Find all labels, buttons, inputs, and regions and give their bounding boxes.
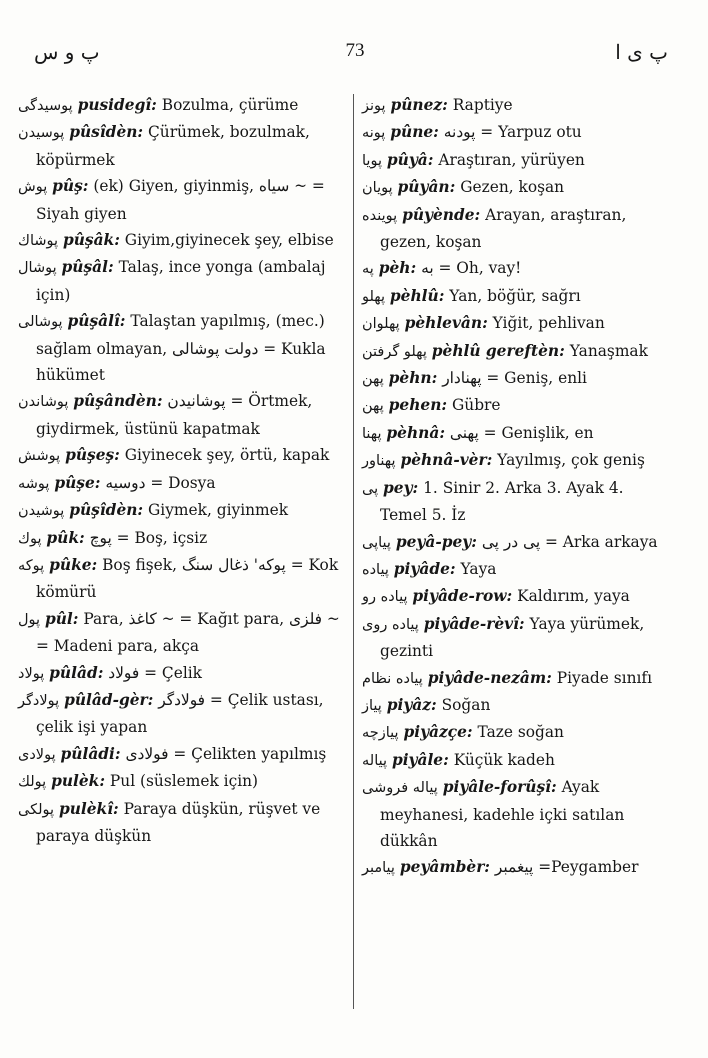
entry-headword: pûne: [390, 123, 439, 142]
entry-definition: پودنه = Yarpuz otu [443, 123, 582, 142]
entry-arabic: پیاده [362, 561, 389, 578]
entry-arabic: پوشش [18, 448, 61, 465]
dictionary-entry [362, 719, 674, 746]
entry-definition: Bozulma, çürüme [161, 96, 299, 114]
entry-definition: Araştıran, yürüyen [438, 150, 585, 169]
entry-headword: pèhlû: [389, 286, 445, 305]
entry-arabic: پوك [18, 530, 42, 547]
entry-arabic: پولادی [18, 746, 56, 763]
dictionary-entry [362, 92, 674, 119]
entry-arabic: پوشاك [18, 233, 59, 250]
entry-arabic: پویا [362, 152, 382, 169]
dictionary-entry [362, 147, 674, 174]
entry-definition: Yanaşmak [569, 341, 648, 360]
dictionary-entry [362, 310, 674, 337]
entry-definition: پوشانیدن = Örtmek, giydirmek, üstünü kapatmak [36, 392, 313, 438]
entry-arabic: پوسیدن [18, 125, 65, 142]
entry-arabic: پونز [362, 98, 386, 114]
entry-arabic: پیاز [362, 697, 382, 714]
dictionary-entry [18, 741, 344, 768]
entry-definition: Giymek, giyinmek [148, 501, 289, 520]
entry-definition: دوسیه = Dosya [105, 473, 216, 492]
entry-definition: Yaya [460, 559, 497, 578]
entry-headword: pèhnâ: [386, 423, 446, 442]
entry-arabic: پوشال [18, 260, 57, 277]
entry-headword: pèh: [378, 259, 417, 278]
running-header-left: پ و س [34, 40, 100, 64]
entry-definition: پیغمبر =Peygamber [494, 858, 639, 877]
entry-arabic: پونه [362, 125, 386, 142]
entry-definition: Paraya düşkün, rüşvet ve paraya düşkün [36, 799, 321, 845]
entry-definition: Piyade sınıfı [556, 668, 653, 687]
entry-headword: piyâde-rèvî: [423, 614, 525, 633]
dictionary-entry [362, 556, 674, 583]
entry-arabic: پیازچه [362, 725, 399, 742]
entry-headword: pey: [383, 478, 419, 497]
entry-arabic: پیاده نظام [362, 670, 423, 687]
entry-arabic: پیامبر [362, 860, 395, 877]
dictionary-entry [362, 202, 674, 256]
dictionary-entry [362, 665, 674, 692]
entry-arabic: پهلو گرفتن [362, 343, 427, 360]
dictionary-entry [18, 470, 344, 497]
entry-headword: piyâzçe: [403, 723, 473, 742]
entry-headword: peyâmbèr: [399, 858, 490, 877]
entry-headword: pûşâk: [62, 231, 120, 250]
entry-arabic: پیاله فروشی [362, 780, 438, 797]
dictionary-entry [18, 660, 344, 687]
entry-definition: Gezen, koşan [460, 178, 565, 197]
entry-headword: pèhlevân: [404, 314, 488, 333]
entry-arabic: پهلو [362, 288, 386, 305]
entry-headword: pûşâlî: [67, 312, 126, 331]
entry-definition: Taze soğan [477, 723, 564, 742]
dictionary-entry [18, 308, 344, 388]
entry-headword: pèhn: [388, 369, 438, 388]
entry-arabic: پیاپی [362, 534, 391, 551]
entry-definition: Talaştan yapılmış, (mec.) sağlam olmayan, دولت پوشالی = Kukla hükümet [36, 312, 326, 385]
entry-headword: pûşîdèn: [69, 501, 144, 520]
entry-definition: فولاد = Çelik [108, 663, 202, 682]
dictionary-entry [362, 420, 674, 447]
entry-definition: Giyim,giyinecek şey, elbise [124, 231, 334, 250]
dictionary-entry [18, 227, 344, 254]
dictionary-entry [18, 388, 344, 442]
entry-arabic: پویان [362, 180, 393, 197]
dictionary-entry [362, 529, 674, 556]
dictionary-entry [18, 606, 344, 660]
entry-headword: pèhnâ-vèr: [400, 451, 493, 470]
entry-headword: pûlâd: [49, 663, 104, 682]
left-column [18, 92, 344, 849]
dictionary-entry [18, 768, 344, 795]
entry-headword: pûsîdèn: [69, 123, 144, 142]
entry-definition: 1. Sinir 2. Arka 3. Ayak 4. Temel 5. İz [380, 478, 624, 525]
dictionary-entry [362, 174, 674, 201]
entry-definition: Ayak meyhanesi, kadehle içki satılan dükkân [380, 778, 625, 850]
entry-definition: Giyinecek şey, örtü, kapak [124, 446, 330, 465]
entry-headword: pûlâdi: [60, 744, 121, 763]
entry-headword: piyâde-nezâm: [427, 668, 552, 687]
dictionary-entry [18, 442, 344, 469]
entry-headword: pûyâ: [386, 150, 434, 169]
entry-arabic: پوكه [18, 557, 45, 574]
dictionary-entry [362, 392, 674, 419]
dictionary-entry [18, 254, 344, 308]
entry-definition: فولادی = Çelikten yapılmış [125, 744, 327, 763]
entry-definition: به = Oh, vay! [421, 259, 522, 278]
entry-arabic: پوشالی [18, 314, 63, 331]
entry-arabic: پولادگر [18, 692, 60, 709]
entry-arabic: پیاده رو [362, 589, 408, 606]
entry-headword: pulèkî: [58, 799, 119, 818]
entry-headword: pûşândèn: [73, 392, 163, 411]
entry-headword: pusidegî: [77, 96, 157, 114]
entry-definition: Gübre [451, 396, 501, 415]
right-column [362, 92, 674, 882]
entry-headword: pûlâd-gèr: [64, 690, 154, 709]
entry-definition: Soğan [441, 695, 491, 714]
entry-arabic: پول [18, 611, 41, 628]
entry-definition: Kaldırım, yaya [517, 587, 630, 606]
dictionary-entry [362, 854, 674, 881]
entry-arabic: پوشه [18, 475, 50, 492]
entry-headword: piyâle-forûşî: [442, 778, 557, 797]
dictionary-entry [362, 283, 674, 310]
dictionary-entry [18, 173, 344, 227]
entry-arabic: پوینده [362, 207, 398, 224]
dictionary-entry [362, 119, 674, 146]
entry-definition: Yaya yürümek, gezinti [380, 614, 645, 661]
entry-definition: پوچ = Boş, içsiz [89, 528, 208, 547]
column-divider [353, 94, 354, 1009]
entry-headword: pûk: [46, 528, 85, 547]
entry-definition: Küçük kadeh [453, 750, 555, 769]
entry-definition: فولادگر = Çelik ustası, çelik işi yapan [36, 690, 324, 737]
page-number: 73 [345, 40, 365, 61]
dictionary-entry [362, 447, 674, 474]
entry-arabic: پهناور [362, 453, 396, 470]
dictionary-entry [362, 747, 674, 774]
running-header-right: پ ى ا [615, 40, 668, 64]
entry-arabic: پیاده روی [362, 616, 419, 633]
entry-definition: Pul (süslemek için) [109, 772, 259, 791]
entry-headword: pûl: [44, 609, 79, 628]
entry-headword: piyâle: [391, 750, 449, 769]
dictionary-entry [362, 611, 674, 665]
dictionary-entry [18, 796, 344, 850]
entry-headword: pûş: [52, 177, 89, 196]
entry-arabic: پهن [362, 371, 384, 388]
dictionary-entry [18, 92, 344, 119]
entry-definition: (ek) Giyen, giyinmiş, سیاه ~ = Siyah giyen [36, 177, 325, 223]
entry-definition: پهنادار = Geniş, enli [442, 369, 587, 388]
entry-arabic: پولك [18, 774, 47, 791]
entry-definition: Talaş, ince yonga (ambalaj için) [36, 258, 326, 304]
entry-headword: pûnez: [390, 96, 448, 114]
entry-headword: pehen: [388, 396, 448, 415]
entry-arabic: پوش [18, 179, 48, 196]
dictionary-entry [362, 692, 674, 719]
dictionary-entry [18, 497, 344, 524]
entry-headword: piyâde-row: [412, 587, 513, 606]
entry-definition: Yan, böğür, sağrı [449, 286, 581, 305]
entry-arabic: پوسیدگی [18, 98, 73, 114]
entry-headword: pûyènde: [402, 205, 481, 224]
entry-headword: pûyân: [397, 178, 456, 197]
entry-headword: pûşe: [54, 473, 101, 492]
entry-arabic: پهلوان [362, 316, 400, 333]
entry-headword: pulèk: [51, 772, 106, 791]
entry-headword: peyâ-pey: [395, 532, 477, 551]
entry-headword: piyâde: [393, 559, 456, 578]
entry-definition: Para, كاغذ ~ = Kağıt para, فلزی ~ = Madeni para, akça [36, 609, 340, 656]
entry-definition: Raptiye [452, 96, 513, 114]
dictionary-entry [362, 255, 674, 282]
entry-definition: Boş fişek, پوكه' ذغال سنگ = Kok kömürü [36, 555, 339, 602]
entry-arabic: پولكی [18, 801, 55, 818]
entry-arabic: پوشاندن [18, 394, 69, 411]
dictionary-entry [362, 475, 674, 529]
dictionary-entry [18, 525, 344, 552]
dictionary-entry [362, 583, 674, 610]
entry-definition: Çürümek, bozulmak, köpürmek [36, 123, 310, 169]
entry-definition: Yiğit, pehlivan [492, 314, 605, 333]
entry-definition: پی در پی = Arka arkaya [481, 532, 658, 551]
dictionary-entry [362, 774, 674, 854]
entry-headword: pûke: [49, 555, 98, 574]
entry-arabic: پولاد [18, 665, 45, 682]
dictionary-entry [362, 365, 674, 392]
entry-arabic: پی [362, 480, 379, 497]
entry-arabic: پهن [362, 398, 384, 415]
dictionary-entry [18, 687, 344, 741]
entry-definition: Yayılmış, çok geniş [497, 451, 645, 470]
dictionary-entry [18, 552, 344, 606]
entry-arabic: پیاله [362, 752, 388, 769]
entry-definition: Arayan, araştıran, gezen, koşan [380, 205, 627, 252]
entry-headword: pûşâl: [61, 258, 114, 277]
entry-arabic: پهنا [362, 425, 382, 442]
dictionary-entry [362, 338, 674, 365]
entry-headword: piyâz: [386, 695, 437, 714]
entry-headword: pèhlû gereftèn: [431, 341, 565, 360]
dictionary-entry [18, 119, 344, 173]
entry-arabic: پوشیدن [18, 503, 65, 520]
entry-definition: پهنی = Genişlik, en [449, 423, 594, 442]
entry-arabic: په [362, 261, 374, 278]
entry-headword: pûşeş: [65, 446, 120, 465]
